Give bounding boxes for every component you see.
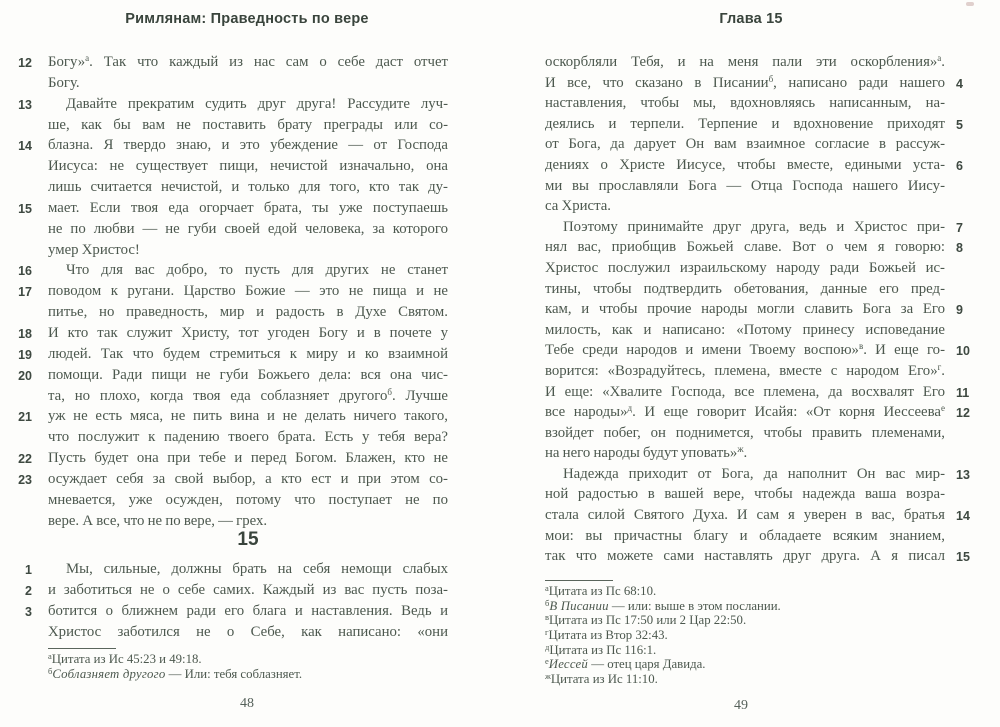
verse-number: 15 (18, 201, 32, 216)
verse-number: 15 (956, 550, 970, 565)
text-line: стала силой Святого Духа. И сам я уверен в вас, братья 14 (545, 505, 945, 526)
page-number-left: 48 (240, 696, 254, 711)
footnote-marker: ж (737, 444, 744, 455)
text-line: умер Христос! (48, 241, 140, 258)
text-line: ботится о ближнем ради его блага и наставления. Ведь и 3 (48, 601, 448, 622)
text-line: лишь считается нечистой, и только для того, кто так ду- (48, 179, 448, 196)
text-line: Мы, сильные, должны брать на себя немощи слабых 1 (48, 559, 448, 580)
text-line: милость, как и написано: «Потому принесу исповедание (545, 321, 945, 338)
text-line: питье, но праведность, мир и радость в Духе Святом. (48, 304, 448, 321)
footnote-line: $^б$Соблазняет другого — Или: тебя соблазняет. (48, 666, 303, 682)
verse-number: 2 (25, 583, 32, 598)
text-line: не по любви — не губи своей едой человека, за которого (48, 220, 448, 237)
text-line: людей. Так что будем стремиться к миру и ко взаимной 19 (48, 344, 448, 365)
text-line: так что можете сами наставлять друг друга. А я писал 15 (545, 546, 945, 567)
footnote-marker: д (627, 403, 633, 414)
verse-number: 12 (18, 56, 32, 70)
footnote-line: $^а$Цитата из Ис 45:23 и 49:18. (48, 651, 202, 666)
scan-speck-artifact (966, 2, 974, 6)
text-line: вере. А все, что не по вере, — грех. (48, 512, 268, 529)
footnote-line: $^д$Цитата из Пс 116:1. (545, 641, 657, 657)
text-line: та, но плохо, когда твоя еда соблазняет другого$^б$. Лучше (48, 386, 448, 404)
text-line: оскорбляли Тебя, и на меня пали эти оскорбления»$^а$. (545, 53, 945, 70)
footnote-line: $^б$В Писании — или: выше в этом послании. (545, 597, 781, 613)
text-line: Христос послужил израильскому народу ради Божьей ис- (545, 259, 945, 276)
chapter-heading: 15 (237, 529, 259, 550)
left-text-column (18, 52, 448, 531)
verse-number: 1 (25, 563, 32, 577)
footnote-marker: г (545, 627, 549, 638)
page-right (500, 0, 1000, 727)
text-line: ше, как бы вам не поставить брату преграды или со- (48, 116, 448, 133)
verse-number: 16 (18, 264, 32, 279)
footnote-marker: в (545, 612, 550, 623)
footnote-marker: ж (545, 671, 551, 682)
verse-number: 13 (956, 467, 970, 482)
text-line: са Христа. (545, 198, 611, 215)
footnote-marker: е (940, 403, 945, 414)
text-line: ворится: «Возрадуйтесь, племена, вместе с народом Его»$^г$. (545, 361, 945, 379)
text-line: Богу»$^а$. Так что каждый из нас сам о себе даст отчет 12 (48, 52, 448, 73)
text-line: Иисуса: не существует пищи, нечистой изначально, она (48, 158, 448, 175)
verse-number: 20 (18, 368, 32, 383)
text-line: что послужит к падению твоего брата. Есть у тебя вера? (48, 429, 448, 446)
text-line: помощи. Ради пищи не губи Божьего дела: вся она чис- 20 (48, 365, 448, 386)
text-line: И кто так служит Христу, тот угоден Богу и в почете у 18 (48, 323, 448, 344)
footnote-marker: д (545, 641, 550, 652)
verse-number: 5 (956, 117, 963, 132)
text-line: И еще: «Хвалите Господа, все племена, да восхвалят Его 11 (545, 382, 945, 403)
footnote-line: $^е$Иессей — отец царя Давида. (545, 656, 706, 672)
verse-number: 10 (956, 344, 970, 359)
text-line: и заботиться не о себе самих. Каждый из вас пусть поза- 2 (48, 580, 448, 601)
text-line: Тебе среди народов и имени Твоему воспою»$^в$. И еще го- 10 (545, 340, 945, 361)
footnotes-right (545, 584, 955, 687)
text-line: мает. Если твоя еда огорчает брата, ты уже поступаешь 15 (48, 198, 448, 219)
footnote-marker: б (768, 73, 774, 84)
verse-number: 9 (956, 303, 963, 318)
text-line: уж не есть мяса, не пить вина и не делать ничего такого, 21 (48, 406, 448, 427)
text-line: Давайте прекратим судить друг друга! Рассудите луч- 13 (48, 94, 448, 115)
footnote-rule-left (48, 648, 116, 649)
text-line: ной радостью в вашей вере, чтобы надежда ваша возра- (545, 486, 945, 503)
text-line: Надежда приходит от Бога, да наполнит Он вас мир- 13 (545, 464, 945, 485)
text-line: блазна. Я твердо знаю, и это убеждение — от Господа 14 (48, 135, 448, 156)
footnote-marker: а (937, 53, 942, 63)
text-line: поводом к ругани. Царство Божие — это не пища и не 17 (48, 281, 448, 302)
page-number-right: 49 (734, 698, 748, 713)
footnote-line: $^в$Цитата из Пс 17:50 или 2 Цар 22:50. (545, 612, 747, 628)
footnote-line: $^ж$Цитата из Ис 11:10. (545, 671, 658, 687)
footnote-marker: а (48, 651, 52, 661)
text-line: ми вы прославляли Бога — Отца Господа нашего Иису- (545, 177, 945, 194)
text-line: Пусть будет она при тебе и перед Богом. Блажен, кто не 22 (48, 448, 448, 469)
verse-number: 22 (18, 452, 32, 467)
footnotes-left (48, 652, 458, 682)
text-line: Христос заботился не о Себе, как написано: «они (48, 623, 448, 640)
footnote-rule-right (545, 580, 613, 581)
text-line: от Бога, да дарует Он вам взаимное согласие в рассуж- (545, 136, 945, 153)
text-line: дениях о Христе Иисусе, чтобы вместе, едиными уста- 6 (545, 155, 945, 176)
verse-number: 19 (18, 347, 32, 362)
left-chapter-text-column (25, 559, 448, 642)
text-line: тины, чтобы подтвердить обетования, данные его пред- (545, 280, 945, 297)
text-line: Что для вас добро, то пусть для других не станет 16 (48, 260, 448, 281)
footnote-marker: а (545, 583, 549, 593)
text-line: взойдет побег, он поднимется, чтобы править племенами, (545, 424, 945, 441)
footnote-marker: в (858, 341, 864, 352)
right-text-column (545, 52, 970, 567)
verse-number: 4 (956, 76, 963, 91)
text-line: мои: вы причастны благу и обладаете всяким знанием, (545, 527, 945, 544)
footnote-marker: б (545, 597, 550, 608)
verse-number: 23 (18, 472, 32, 487)
verse-number: 14 (18, 139, 32, 154)
verse-number: 8 (956, 241, 963, 256)
text-line: деялись и терпели. Терпение и вдохновение приходят 5 (545, 114, 945, 135)
verse-number: 21 (18, 410, 32, 425)
verse-number: 14 (956, 509, 970, 524)
footnote-marker: б (387, 386, 392, 397)
footnote-marker: е (545, 656, 549, 667)
verse-number: 17 (18, 285, 32, 300)
text-line: Богу. (48, 74, 80, 91)
verse-number: 13 (18, 97, 32, 112)
verse-number: 7 (956, 220, 963, 235)
verse-number: 6 (956, 158, 963, 173)
verse-number: 3 (25, 604, 32, 619)
footnote-marker: г (937, 361, 942, 372)
verse-number: 12 (956, 406, 970, 421)
text-line: на него народы будут уповать»$^ж$. (545, 444, 748, 462)
verse-number: 11 (956, 385, 970, 400)
footnote-line: $^г$Цитата из Втор 32:43. (545, 627, 668, 643)
footnote-line: $^а$Цитата из Пс 68:10. (545, 583, 657, 598)
text-line: кам, и чтобы прочие народы могли славить Бога за Его 9 (545, 299, 945, 320)
footnote-marker: а (85, 53, 90, 63)
verse-number: 18 (18, 326, 32, 341)
text-line: осуждает себя за свой выбор, а кто ест и при этом со- 23 (48, 469, 448, 490)
footnote-marker: б (48, 666, 53, 677)
text-line: И все, что сказано в Писании$^б$, написано ради нашего 4 (545, 73, 945, 94)
text-line: все народы»$^д$. И еще говорит Исайя: «От корня Иессеева$^е$ 12 (545, 402, 945, 423)
text-line: нял вас, приобщив Божьей славе. Вот о чем я говорю: 8 (545, 237, 945, 258)
text-line: мневается, уже осужден, потому что поступает не по (48, 491, 448, 508)
running-header-right: Глава 15 (719, 11, 783, 27)
text-line: Поэтому принимайте друг друга, ведь и Христос при- 7 (545, 217, 945, 238)
running-header-left: Римлянам: Праведность по вере (125, 11, 369, 27)
text-line: наставления, чтобы мы, вдохновляясь написанным, на- (545, 95, 945, 112)
